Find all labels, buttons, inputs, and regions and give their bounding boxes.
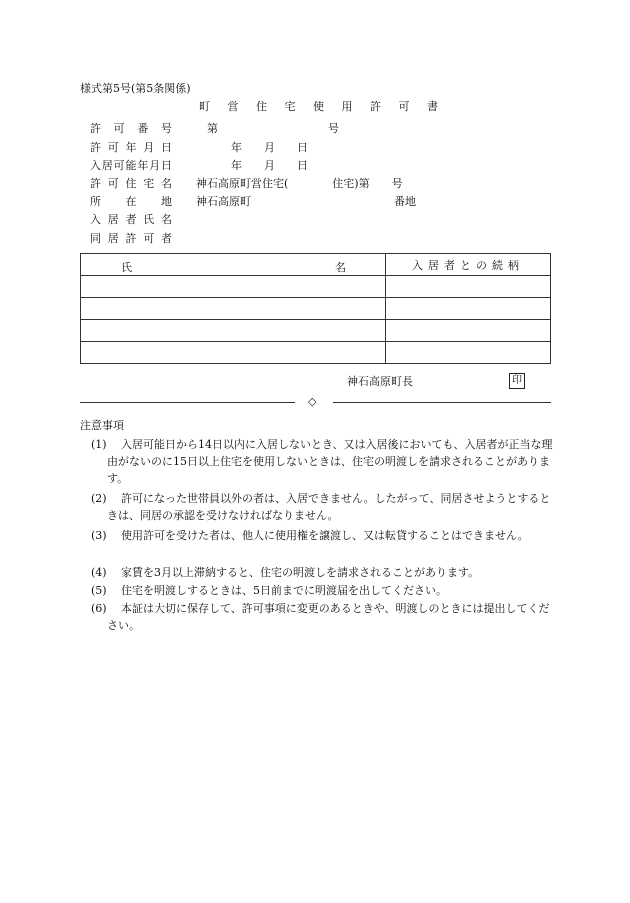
- field-label: 許 可 年 月 日: [90, 141, 172, 154]
- field-value: 神石高原町営住宅( 住宅)第 号: [196, 177, 403, 190]
- name-cell[interactable]: [81, 298, 386, 320]
- field-value: 神石高原町 番地: [196, 195, 416, 208]
- note-item: [91, 600, 553, 634]
- note-number: (6): [91, 602, 107, 615]
- notes-title: 注意事項: [80, 419, 124, 432]
- note-item: [91, 527, 553, 544]
- note-text: 入居可能日から14日以内に入居しないとき、又は入居後においても、入居者が正当な理由がないのに15日以上住宅を使用しないときは、住宅の明渡しを請求されることがあります。: [107, 438, 553, 485]
- relation-cell[interactable]: [386, 276, 551, 298]
- form-number: 様式第5号(第5条関係): [80, 82, 191, 95]
- table-row: [81, 276, 551, 298]
- separator-line-left: [80, 402, 295, 403]
- field-label: 入 居 可 能 年 月 日: [90, 159, 172, 172]
- table-header-row: [81, 254, 551, 276]
- name-cell[interactable]: [81, 320, 386, 342]
- table-row: [81, 320, 551, 342]
- note-number: (4): [91, 566, 107, 579]
- note-number: (1): [91, 438, 107, 451]
- note-text: 使用許可を受けた者は、他人に使用権を譲渡し、又は転貸することはできません。: [121, 529, 529, 542]
- note-item: [91, 436, 553, 487]
- table-row: [81, 342, 551, 364]
- field-label: 許 可 住 宅 名: [90, 177, 172, 190]
- relation-cell[interactable]: [386, 342, 551, 364]
- field-label: 所 在 地: [90, 195, 172, 208]
- note-text: 家賃を3月以上滞納すると、住宅の明渡しを請求されることがあります。: [121, 566, 480, 579]
- table-body: [81, 276, 551, 364]
- separator-line-right: [333, 402, 551, 403]
- name-header-left: 氏: [121, 261, 132, 274]
- diamond-icon: ◇: [308, 395, 317, 408]
- name-cell[interactable]: [81, 276, 386, 298]
- field-label: 同 居 許 可 者: [90, 232, 172, 245]
- note-text: 住宅を明渡しするときは、5日前までに明渡届を出してください。: [121, 584, 447, 597]
- note-text: 許可になった世帯員以外の者は、入居できません。したがって、同居させようとするときは、同居の承認を受けなければなりません。: [107, 492, 551, 522]
- note-number: (2): [91, 492, 107, 505]
- note-item: [91, 564, 553, 581]
- field-value: 年 月 日: [231, 159, 308, 172]
- name-header-right: 名: [335, 261, 346, 274]
- name-column-header: [81, 254, 386, 276]
- cohabitant-table: [80, 253, 551, 364]
- note-number: (5): [91, 584, 107, 597]
- table-row: [81, 298, 551, 320]
- name-cell[interactable]: [81, 342, 386, 364]
- relation-cell[interactable]: [386, 298, 551, 320]
- relation-column-header: 入居者との続柄: [386, 254, 551, 276]
- note-text: 本証は大切に保存して、許可事項に変更のあるときや、明渡しのときには提出してください。: [107, 602, 550, 632]
- note-number: (3): [91, 529, 107, 542]
- field-label: 入 居 者 氏 名: [90, 213, 172, 226]
- mayor-title: 神石高原町長: [347, 375, 413, 388]
- field-value: 年 月 日: [231, 141, 308, 154]
- note-item: [91, 582, 553, 599]
- document-title: 町営住宅使用許可書: [199, 100, 456, 113]
- relation-cell[interactable]: [386, 320, 551, 342]
- field-label: 許 可 番 号: [90, 122, 172, 135]
- field-value: 第 号: [207, 122, 339, 135]
- seal-mark: 印: [509, 373, 525, 389]
- note-item: [91, 490, 553, 524]
